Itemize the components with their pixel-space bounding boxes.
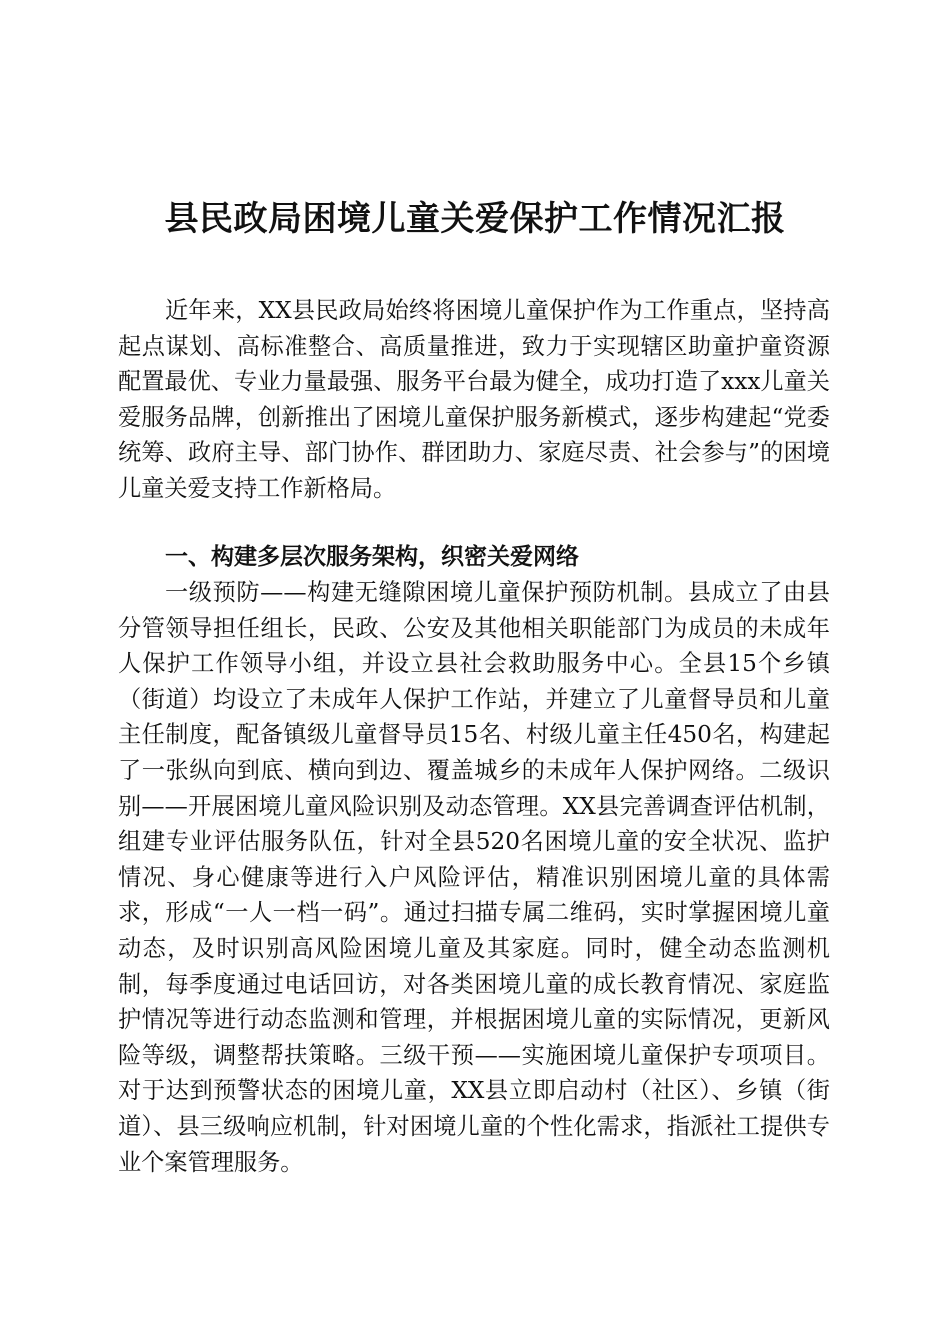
- document-title: 县民政局困境儿童关爱保护工作情况汇报: [164, 199, 786, 239]
- intro-paragraph: 近年来，XX县民政局始终将困境儿童保护作为工作重点，坚持高起点谋划、高标准整合、高质量推进，致力于实现辖区助童护童资源配置最优、专业力量最强、服务平台最为健全，成功打造了xxx儿童关爱服务品牌，创新推出了困境儿童保护服务新模式，逐步构建起“党委统筹、政府主导、部门协作、群团助力、家庭尽责、社会参与”的困境儿童关爱支持工作新格局。: [118, 297, 830, 502]
- section-1-paragraph: 一级预防——构建无缝隙困境儿童保护预防机制。县成立了由县分管领导担任组长，民政、公安及其他相关职能部门为成员的未成年人保护工作领导小组，并设立县社会救助服务中心。全县15个乡镇（街道）均设立了未成年人保护工作站，并建立了儿童督导员和儿童主任制度，配备镇级儿童督导员15名、村级儿童主任450名，构建起了一张纵向到底、横向到边、覆盖城乡的未成年人保护网络。二级识别——开展困境儿童风险识别及动态管理。XX县完善调查评估机制，组建专业评估服务队伍，针对全县520名困境儿童的安全状况、监护情况、身心健康等进行入户风险评估，精准识别困境儿童的具体需求，形成“一人一档一码”。通过扫描专属二维码，实时掌握困境儿童动态，及时识别高风险困境儿童及其家庭。同时，健全动态监测机制，每季度通过电话回访，对各类困境儿童的成长教育情况、家庭监护情况等进行动态监测和管理，并根据困境儿童的实际情况，更新风险等级，调整帮扶策略。三级干预——实施困境儿童保护专项项目。对于达到预警状态的困境儿童，XX县立即启动村（社区）、乡镇（街道）、县三级响应机制，针对困境儿童的个性化需求，指派社工提供专业个案管理服务。: [118, 579, 830, 1176]
- section-heading-1: 一、构建多层次服务架构，织密关爱网络: [165, 544, 579, 570]
